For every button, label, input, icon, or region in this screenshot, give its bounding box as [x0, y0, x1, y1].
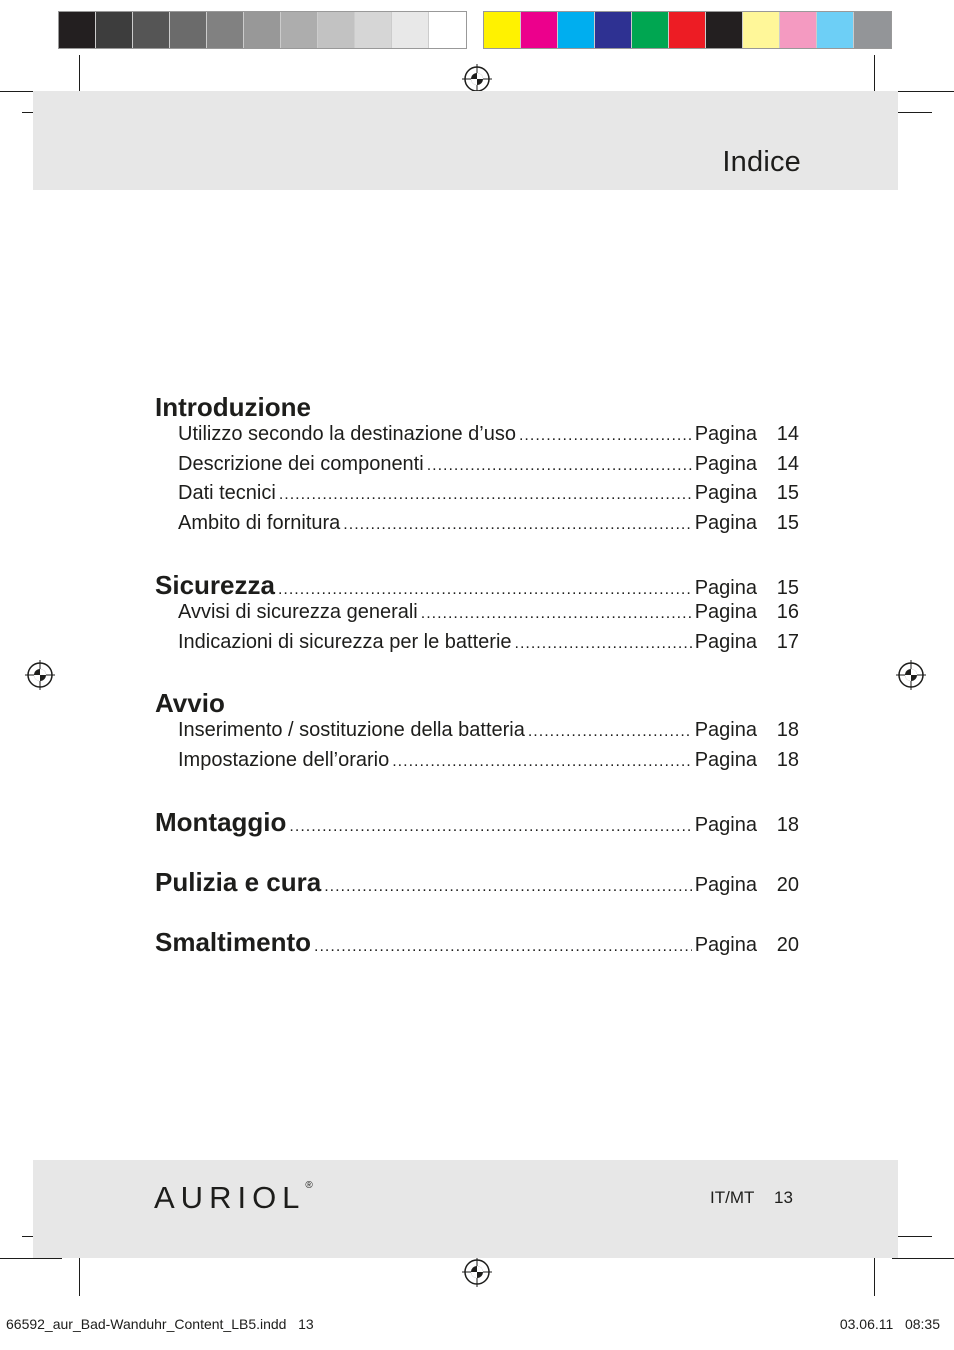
registered-mark: ®	[305, 1180, 313, 1191]
leader-dots	[528, 723, 692, 741]
color-swatch	[318, 12, 355, 48]
color-swatch	[484, 12, 521, 48]
leader-dots	[392, 753, 691, 771]
toc-entry-label: Ambito di fornitura	[178, 511, 341, 534]
color-swatch	[392, 12, 429, 48]
color-swatch	[207, 12, 244, 48]
crop-mark	[892, 91, 954, 92]
leader-dots	[343, 516, 691, 534]
toc-page-number: 14	[776, 423, 799, 445]
page-word: Pagina	[694, 719, 757, 741]
toc-page-number: 18	[776, 719, 799, 741]
color-swatch	[817, 12, 854, 48]
page-title: Indice	[722, 146, 801, 178]
toc-section-title: Sicurezza	[155, 570, 275, 600]
page-word: Pagina	[694, 601, 757, 623]
color-swatch	[59, 12, 96, 48]
toc-entry-label: Dati tecnici	[178, 482, 276, 504]
toc-section	[155, 392, 799, 541]
toc-section-title: Montaggio	[155, 807, 287, 837]
toc-entry-label: Indicazioni di sicurezza per le batterie	[178, 630, 512, 653]
crop-mark	[892, 112, 932, 113]
color-swatch	[281, 12, 318, 48]
color-swatch	[133, 12, 170, 48]
registration-mark-icon	[896, 660, 926, 690]
crop-mark	[892, 1236, 932, 1237]
brand-name: AURIOL	[154, 1180, 306, 1215]
toc-entry-label: Utilizzo secondo la destinazione d’uso	[178, 423, 516, 445]
toc-section	[155, 807, 799, 838]
toc-page-number: 20	[776, 934, 799, 956]
toc-entry[interactable]	[155, 749, 799, 779]
page-word: Pagina	[694, 874, 757, 896]
toc-section	[155, 867, 799, 898]
page-word: Pagina	[694, 630, 757, 653]
leader-dots	[289, 818, 691, 836]
leader-dots	[421, 605, 692, 623]
toc-entry[interactable]	[155, 423, 799, 453]
leader-dots	[515, 635, 692, 653]
toc-section-heading[interactable]	[155, 867, 799, 898]
toc-entry-label: Descrizione dei componenti	[178, 452, 424, 475]
toc-section	[155, 927, 799, 958]
color-swatch	[595, 12, 632, 48]
crop-mark	[79, 1252, 80, 1296]
toc-section-title: Avvio	[155, 688, 225, 718]
crop-mark	[892, 1258, 954, 1259]
brand-logo	[154, 1180, 313, 1216]
footer-band	[33, 1160, 898, 1258]
toc-entry[interactable]	[155, 482, 799, 512]
leader-dots	[278, 581, 692, 599]
toc-page-number: 20	[776, 874, 799, 896]
registration-mark-icon	[25, 660, 55, 690]
crop-mark	[0, 1258, 62, 1259]
registration-mark-icon	[462, 1257, 492, 1287]
color-swatch	[632, 12, 669, 48]
crop-mark	[874, 1252, 875, 1296]
toc-entry[interactable]	[155, 453, 799, 483]
toc-page-number: 14	[776, 452, 799, 475]
color-swatch	[780, 12, 817, 48]
toc-section-heading[interactable]	[155, 570, 799, 601]
language-code: IT/MT	[710, 1188, 755, 1207]
toc-section-heading[interactable]	[155, 807, 799, 838]
color-swatch	[170, 12, 207, 48]
toc-page-number: 18	[776, 814, 799, 836]
page-word: Pagina	[694, 452, 757, 475]
toc-section-heading[interactable]	[155, 392, 799, 423]
leader-dots	[519, 427, 692, 445]
toc-section-title: Pulizia e cura	[155, 867, 322, 897]
page-word: Pagina	[694, 577, 757, 599]
grayscale-color-bar	[58, 11, 467, 49]
toc-entry[interactable]	[155, 512, 799, 542]
color-swatch	[558, 12, 595, 48]
slug-file-info: 66592_aur_Bad-Wanduhr_Content_LB5.indd 13	[6, 1316, 314, 1332]
toc-entry-label: Inserimento / sostituzione della batteria	[178, 719, 525, 741]
color-swatch	[669, 12, 706, 48]
toc-section-heading[interactable]	[155, 927, 799, 958]
color-swatch	[429, 12, 466, 48]
process-color-bar	[483, 11, 892, 49]
toc-section-heading[interactable]	[155, 688, 799, 719]
table-of-contents	[155, 392, 799, 958]
toc-section-title: Introduzione	[155, 392, 311, 422]
color-swatch	[854, 12, 891, 48]
leader-dots	[279, 486, 692, 504]
toc-page-number: 18	[776, 748, 799, 771]
color-swatch	[706, 12, 743, 48]
header-band	[33, 91, 898, 190]
page-word: Pagina	[694, 482, 757, 504]
slug-date-info: 03.06.11 08:35	[839, 1316, 940, 1332]
toc-entry-label: Impostazione dell’orario	[178, 748, 390, 771]
toc-entry[interactable]	[155, 631, 799, 661]
toc-entry-label: Avvisi di sicurezza generali	[178, 601, 418, 623]
toc-page-number: 17	[776, 630, 799, 653]
page-number: 13	[774, 1188, 793, 1207]
color-swatch	[244, 12, 281, 48]
color-swatch	[96, 12, 133, 48]
toc-section-title: Smaltimento	[155, 927, 312, 957]
registration-mark-icon	[462, 64, 492, 94]
color-swatch	[521, 12, 558, 48]
page-word: Pagina	[694, 511, 757, 534]
toc-page-number: 15	[776, 577, 799, 599]
toc-entry[interactable]	[155, 601, 799, 631]
toc-page-number: 16	[776, 601, 799, 623]
page-word: Pagina	[694, 748, 757, 771]
page-word: Pagina	[694, 934, 757, 956]
color-swatch	[743, 12, 780, 48]
toc-page-number: 15	[776, 482, 799, 504]
page-word: Pagina	[694, 814, 757, 836]
leader-dots	[427, 457, 692, 475]
leader-dots	[314, 938, 692, 956]
color-swatch	[355, 12, 392, 48]
toc-section	[155, 570, 799, 660]
toc-page-number: 15	[776, 511, 799, 534]
toc-section	[155, 688, 799, 778]
leader-dots	[324, 878, 692, 896]
toc-entry[interactable]	[155, 719, 799, 749]
page-word: Pagina	[694, 423, 757, 445]
